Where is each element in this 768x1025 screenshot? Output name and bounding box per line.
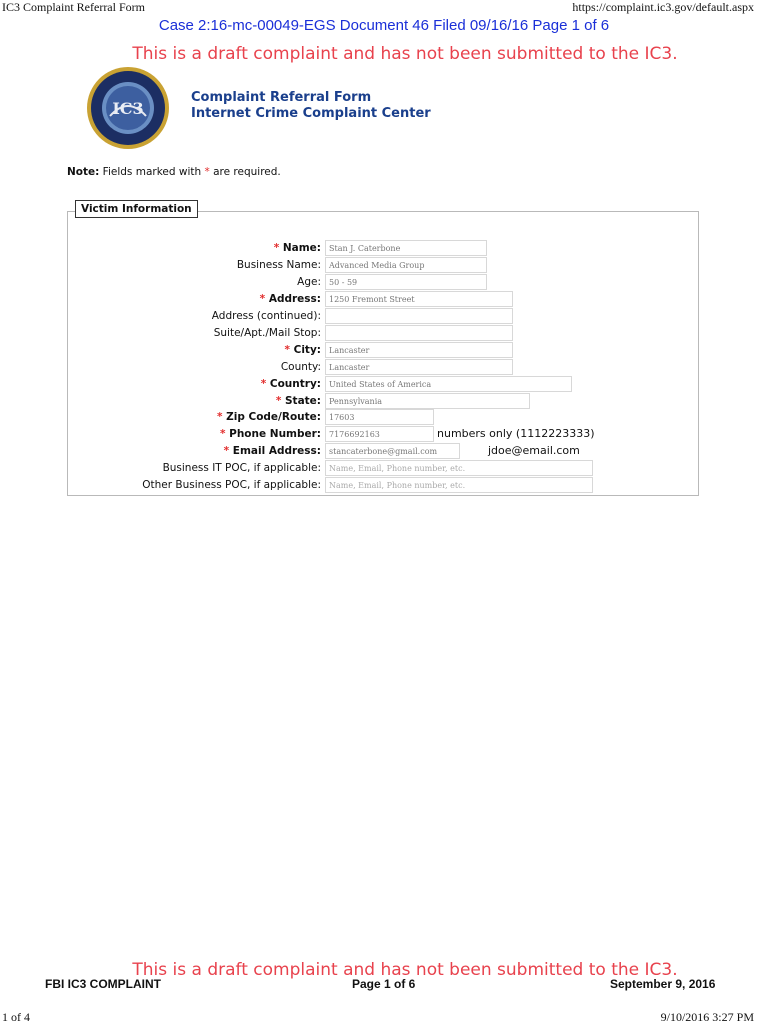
field-input[interactable]: United States of America <box>325 376 572 392</box>
field-label <box>21 477 321 493</box>
field-label-text: Country: <box>269 378 321 390</box>
field-input[interactable] <box>325 325 513 341</box>
field-input[interactable]: 1250 Fremont Street <box>325 291 513 307</box>
field-input[interactable]: stancaterbone@gmail.com <box>325 443 460 459</box>
victim-information-legend: Victim Information <box>75 200 198 218</box>
draft-notice-bottom: This is a draft complaint and has not been submitted to the IC3. <box>132 960 678 980</box>
field-label-text: Business IT POC, if applicable: <box>162 462 321 474</box>
field-label <box>21 325 321 341</box>
field-label-text: Email Address: <box>232 445 321 457</box>
field-label-text: Address: <box>268 293 321 305</box>
field-label <box>21 376 321 392</box>
print-header-title: IC3 Complaint Referral Form <box>2 0 145 14</box>
draft-notice-top: This is a draft complaint and has not been submitted to the IC3. <box>132 44 678 64</box>
required-star: * <box>204 166 210 178</box>
field-label <box>21 291 321 307</box>
field-input[interactable]: Pennsylvania <box>325 393 530 409</box>
ic3-seal-icon <box>86 66 170 150</box>
required-star: * <box>223 445 233 457</box>
print-header-url: https://complaint.ic3.gov/default.aspx <box>572 0 754 14</box>
field-label <box>21 426 321 442</box>
field-input[interactable]: Stan J. Caterbone <box>325 240 487 256</box>
field-hint: numbers only (1112223333) <box>437 427 595 440</box>
field-label <box>21 393 321 409</box>
footer-date: September 9, 2016 <box>610 977 716 991</box>
field-label-text: Phone Number: <box>229 428 321 440</box>
required-star: * <box>216 411 227 423</box>
field-label-text: State: <box>284 395 321 407</box>
field-input[interactable]: Name, Email, Phone number, etc. <box>325 477 593 493</box>
required-star: * <box>284 344 294 356</box>
seal-monogram: IC3 <box>112 99 144 118</box>
print-footer-timestamp: 9/10/2016 3:27 PM <box>660 1010 754 1024</box>
form-title-line1: Complaint Referral Form <box>191 90 372 105</box>
field-input[interactable]: Lancaster <box>325 359 513 375</box>
field-label-text: Business Name: <box>236 259 321 271</box>
field-input[interactable]: 7176692163 <box>325 426 434 442</box>
required-star: * <box>273 242 283 254</box>
field-label <box>21 409 321 425</box>
field-label-text: Name: <box>282 242 321 254</box>
note-text2: are required. <box>209 166 281 178</box>
field-input[interactable]: 17603 <box>325 409 434 425</box>
field-label <box>21 443 321 459</box>
field-label-text: Address (continued): <box>211 310 321 322</box>
field-label <box>21 274 321 290</box>
field-input[interactable]: 50 - 59 <box>325 274 487 290</box>
print-footer-page: 1 of 4 <box>2 1010 30 1024</box>
required-star: * <box>259 293 269 305</box>
form-title-line2: Internet Crime Complaint Center <box>191 106 431 121</box>
form-title <box>191 90 431 122</box>
field-label-text: County: <box>280 361 321 373</box>
note-text1: Fields marked with <box>99 166 205 178</box>
field-label-text: Suite/Apt./Mail Stop: <box>213 327 321 339</box>
required-star: * <box>260 378 270 390</box>
field-label-text: Other Business POC, if applicable: <box>142 479 321 491</box>
required-star: * <box>275 395 285 407</box>
case-header: Case 2:16-mc-00049-EGS Document 46 Filed 09/16/16 Page 1 of 6 <box>158 17 610 34</box>
field-label <box>21 460 321 476</box>
field-label <box>21 308 321 324</box>
field-label-text: City: <box>293 344 321 356</box>
field-input[interactable]: Name, Email, Phone number, etc. <box>325 460 593 476</box>
field-label-text: Zip Code/Route: <box>226 411 321 423</box>
field-label-text: Age: <box>297 276 321 288</box>
field-label <box>21 359 321 375</box>
field-input[interactable] <box>325 308 513 324</box>
field-label <box>21 240 321 256</box>
footer-title: FBI IC3 COMPLAINT <box>45 977 161 991</box>
field-label <box>21 342 321 358</box>
required-star: * <box>219 428 230 440</box>
note-prefix: Note: <box>67 166 100 178</box>
field-label <box>21 257 321 273</box>
field-hint: jdoe@email.com <box>488 444 580 457</box>
field-input[interactable]: Lancaster <box>325 342 513 358</box>
required-note <box>67 166 281 178</box>
field-input[interactable]: Advanced Media Group <box>325 257 487 273</box>
footer-page: Page 1 of 6 <box>352 977 416 991</box>
